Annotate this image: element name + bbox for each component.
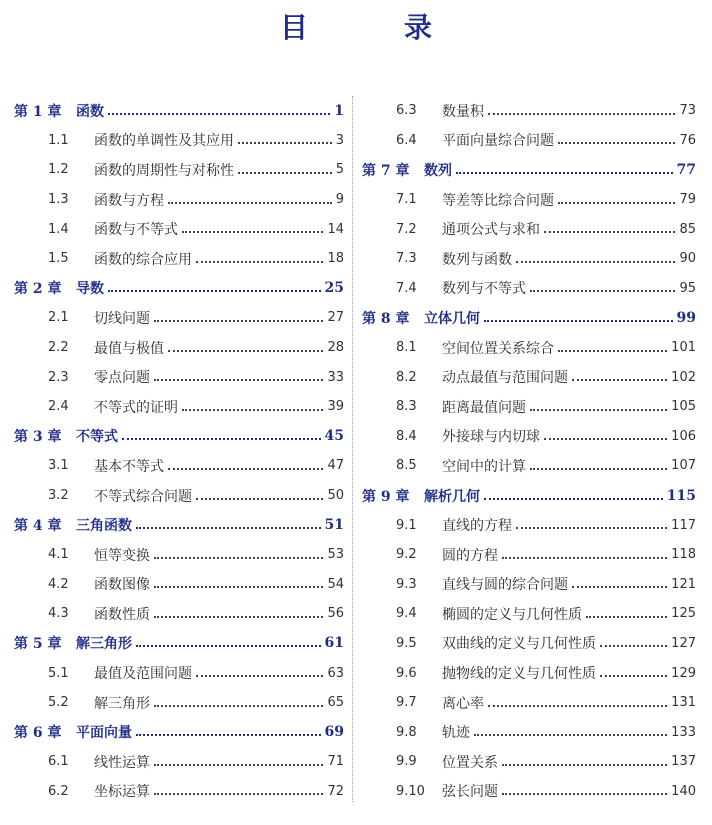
entry-title: 位置关系 [442,754,498,771]
dot-leader [108,113,330,115]
toc-section-entry[interactable] [362,126,696,156]
entry-number: 6.3 [396,103,417,119]
toc-section-entry[interactable] [14,540,344,570]
page-number: 63 [327,665,344,681]
dot-leader [136,734,321,736]
entry-number: 9.6 [396,665,417,681]
entry-title: 椭圆的定义与几何性质 [442,606,582,623]
dot-leader [456,172,673,174]
page-number: 107 [671,458,696,474]
toc-section-entry[interactable] [14,392,344,422]
toc-section-entry[interactable] [14,126,344,156]
page-number: 73 [679,103,696,119]
entry-number: 第 8 章 [362,310,410,327]
dot-leader [544,231,675,233]
dot-leader [502,764,667,766]
entry-title: 切线问题 [94,310,150,327]
entry-number: 6.2 [48,783,69,799]
page-number: 28 [327,340,344,356]
entry-title: 动点最值与范围问题 [442,370,568,387]
entry-title: 外接球与内切球 [442,429,540,446]
toc-chapter-entry[interactable] [362,481,696,511]
entry-number: 8.3 [396,399,417,415]
entry-title: 函数 [76,103,104,120]
entry-title: 最值及范围问题 [94,666,192,683]
entry-number: 1.2 [48,162,69,178]
page-number: 14 [327,221,344,237]
entry-number: 第 3 章 [14,429,62,446]
entry-number: 5.2 [48,695,69,711]
toc-section-entry[interactable] [362,599,696,629]
entry-title: 函数与方程 [94,192,164,209]
toc-chapter-entry[interactable] [14,510,344,540]
entry-title: 线性运算 [94,754,150,771]
dot-leader [484,498,663,500]
page-number: 77 [676,161,696,178]
dot-leader [558,142,675,144]
entry-number: 6.4 [396,132,417,148]
toc-section-entry[interactable] [362,629,696,659]
entry-title: 不等式 [76,429,118,446]
toc-section-entry[interactable] [362,244,696,274]
entry-number: 第 2 章 [14,281,62,298]
toc-section-entry[interactable] [362,658,696,688]
entry-title: 基本不等式 [94,458,164,475]
page-number: 47 [327,458,344,474]
page-number: 105 [671,399,696,415]
dot-leader [502,557,667,559]
entry-title: 三角函数 [76,518,132,535]
entry-title: 双曲线的定义与几何性质 [442,636,596,653]
entry-title: 最值与极值 [94,340,164,357]
entry-number: 6.1 [48,754,69,770]
dot-leader [154,557,323,559]
entry-number: 1.3 [48,192,69,208]
entry-title: 数列与函数 [442,251,512,268]
toc-section-entry[interactable] [362,510,696,540]
page-number: 102 [671,369,696,385]
page-number: 76 [679,132,696,148]
dot-leader [516,527,667,529]
page-number: 69 [324,724,344,741]
entry-title: 不等式的证明 [94,399,178,416]
entry-number: 8.5 [396,458,417,474]
page-number: 18 [327,251,344,267]
entry-title: 函数的单调性及其应用 [94,133,234,150]
toc-section-entry[interactable] [14,599,344,629]
entry-title: 数列 [424,162,452,179]
toc-chapter-entry[interactable] [362,303,696,333]
page-number: 53 [327,547,344,563]
entry-title: 数量积 [442,103,484,120]
toc-section-entry[interactable] [362,185,696,215]
dot-leader [530,290,675,292]
entry-number: 1.5 [48,251,69,267]
page-number: 95 [679,280,696,296]
page-number: 65 [327,695,344,711]
toc-section-entry[interactable] [362,747,696,777]
entry-title: 函数图像 [94,577,150,594]
entry-title: 抛物线的定义与几何性质 [442,666,596,683]
dot-leader [484,320,673,322]
page-number: 71 [327,754,344,770]
toc-section-entry[interactable] [14,481,344,511]
dot-leader [196,675,323,677]
entry-title: 离心率 [442,695,484,712]
entry-number: 2.3 [48,369,69,385]
entry-number: 第 6 章 [14,725,62,742]
entry-title: 函数与不等式 [94,222,178,239]
entry-number: 4.2 [48,576,69,592]
entry-title: 距离最值问题 [442,399,526,416]
entry-title: 解析几何 [424,488,480,505]
entry-title: 直线的方程 [442,518,512,535]
entry-number: 9.2 [396,547,417,563]
entry-title: 数列与不等式 [442,281,526,298]
toc-section-entry[interactable] [362,333,696,363]
page-number: 90 [679,251,696,267]
page-number: 33 [327,369,344,385]
page-number: 137 [671,754,696,770]
toc-chapter-entry[interactable] [362,155,696,185]
dot-leader [544,438,667,440]
entry-title: 坐标运算 [94,784,150,801]
page-number: 27 [327,310,344,326]
dot-leader [558,202,675,204]
entry-number: 9.4 [396,606,417,622]
dot-leader [108,290,321,292]
entry-title: 函数的周期性与对称性 [94,162,234,179]
toc-section-entry[interactable] [14,214,344,244]
dot-leader [196,498,323,500]
toc-section-entry[interactable] [362,274,696,304]
toc-chapter-entry[interactable] [14,422,344,452]
page-number: 99 [676,309,696,326]
entry-number: 7.4 [396,280,417,296]
dot-leader [154,764,323,766]
toc-section-entry[interactable] [14,362,344,392]
page-number: 127 [671,635,696,651]
entry-title: 轨迹 [442,725,470,742]
toc-left-column [14,96,344,806]
toc-chapter-entry[interactable] [14,96,344,126]
dot-leader [488,113,675,115]
column-divider [352,96,353,802]
dot-leader [154,379,323,381]
dot-leader [122,438,321,440]
entry-number: 第 7 章 [362,162,410,179]
dot-leader [182,231,323,233]
toc-section-entry[interactable] [14,777,344,807]
dot-leader [136,645,321,647]
page-number: 79 [679,192,696,208]
entry-title: 解三角形 [76,636,132,653]
toc-section-entry[interactable] [362,422,696,452]
entry-title: 圆的方程 [442,547,498,564]
toc-section-entry[interactable] [362,540,696,570]
entry-number: 3.2 [48,488,69,504]
entry-number: 4.1 [48,547,69,563]
page-number: 39 [327,399,344,415]
toc-section-entry[interactable] [14,303,344,333]
entry-number: 7.2 [396,221,417,237]
entry-title: 平面向量综合问题 [442,133,554,150]
dot-leader [168,468,323,470]
entry-number: 2.1 [48,310,69,326]
toc-chapter-entry[interactable] [14,629,344,659]
dot-leader [154,793,323,795]
entry-number: 2.4 [48,399,69,415]
entry-number: 5.1 [48,665,69,681]
dot-leader [502,793,667,795]
entry-title: 零点问题 [94,370,150,387]
dot-leader [168,202,332,204]
toc-section-entry[interactable] [362,777,696,807]
entry-number: 7.1 [396,192,417,208]
dot-leader [168,350,323,352]
entry-number: 8.4 [396,428,417,444]
page-number: 140 [671,783,696,799]
toc-section-entry[interactable] [14,451,344,481]
entry-title: 直线与圆的综合问题 [442,577,568,594]
entry-number: 9.1 [396,517,417,533]
page-number: 101 [671,340,696,356]
toc-section-entry[interactable] [14,658,344,688]
page-number: 106 [671,428,696,444]
page-number: 54 [327,576,344,592]
dot-leader [196,261,323,263]
page-number: 72 [327,783,344,799]
toc-section-entry[interactable] [14,155,344,185]
page-number: 1 [334,102,344,119]
entry-number: 8.1 [396,340,417,356]
entry-number: 7.3 [396,251,417,267]
toc-chapter-entry[interactable] [14,274,344,304]
dot-leader [154,586,323,588]
page-number: 45 [324,428,344,445]
page-number: 56 [327,606,344,622]
page-number: 117 [671,517,696,533]
toc-section-entry[interactable] [14,688,344,718]
entry-title: 空间中的计算 [442,458,526,475]
toc-section-entry[interactable] [14,333,344,363]
dot-leader [488,705,667,707]
page-number: 25 [324,280,344,297]
dot-leader [530,468,667,470]
entry-title: 函数性质 [94,606,150,623]
entry-number: 第 1 章 [14,103,62,120]
entry-number: 9.10 [396,783,425,799]
entry-number: 1.1 [48,132,69,148]
entry-number: 第 4 章 [14,518,62,535]
page-title: 目 录 [279,11,466,44]
dot-leader [516,261,675,263]
dot-leader [530,409,667,411]
entry-title: 等差等比综合问题 [442,192,554,209]
entry-title: 不等式综合问题 [94,488,192,505]
toc-section-entry[interactable] [362,570,696,600]
page-number: 125 [671,606,696,622]
entry-number: 2.2 [48,340,69,356]
entry-number: 第 5 章 [14,636,62,653]
page-number: 133 [671,724,696,740]
dot-leader [238,142,332,144]
entry-title: 恒等变换 [94,547,150,564]
entry-number: 8.2 [396,369,417,385]
entry-number: 9.5 [396,635,417,651]
dot-leader [572,586,667,588]
page-number: 118 [671,547,696,563]
entry-number: 9.8 [396,724,417,740]
page-number: 115 [666,487,696,504]
toc-section-entry[interactable] [14,570,344,600]
page-number: 50 [327,488,344,504]
toc-chapter-entry[interactable] [14,717,344,747]
toc-section-entry[interactable] [362,362,696,392]
entry-number: 1.4 [48,221,69,237]
page-number: 61 [324,635,344,652]
entry-number: 4.3 [48,606,69,622]
page-number: 129 [671,665,696,681]
entry-title: 空间位置关系综合 [442,340,554,357]
dot-leader [154,616,323,618]
page-number: 85 [679,221,696,237]
dot-leader [600,675,667,677]
toc-section-entry[interactable] [14,244,344,274]
page-number: 5 [335,162,344,178]
dot-leader [182,409,323,411]
entry-number: 9.9 [396,754,417,770]
page-number: 9 [335,192,344,208]
dot-leader [558,350,667,352]
dot-leader [600,645,667,647]
entry-title: 函数的综合应用 [94,251,192,268]
entry-number: 3.1 [48,458,69,474]
entry-title: 导数 [76,281,104,298]
entry-number: 9.3 [396,576,417,592]
toc-section-entry[interactable] [362,688,696,718]
toc-section-entry[interactable] [14,185,344,215]
page-number: 121 [671,576,696,592]
toc-section-entry[interactable] [362,717,696,747]
dot-leader [238,172,332,174]
entry-title: 平面向量 [76,725,132,742]
dot-leader [586,616,667,618]
entry-title: 弦长问题 [442,784,498,801]
toc-section-entry[interactable] [14,747,344,777]
dot-leader [572,379,667,381]
page-number: 51 [324,517,344,534]
toc-section-entry[interactable] [362,214,696,244]
entry-title: 通项公式与求和 [442,222,540,239]
page-number: 131 [671,695,696,711]
dot-leader [474,734,667,736]
entry-number: 第 9 章 [362,488,410,505]
entry-number: 9.7 [396,695,417,711]
dot-leader [154,705,323,707]
toc-section-entry[interactable] [362,96,696,126]
entry-title: 立体几何 [424,310,480,327]
toc-section-entry[interactable] [362,392,696,422]
page-number: 3 [335,132,344,148]
entry-title: 解三角形 [94,695,150,712]
toc-right-column [362,96,696,806]
toc-section-entry[interactable] [362,451,696,481]
dot-leader [154,320,323,322]
dot-leader [136,527,321,529]
